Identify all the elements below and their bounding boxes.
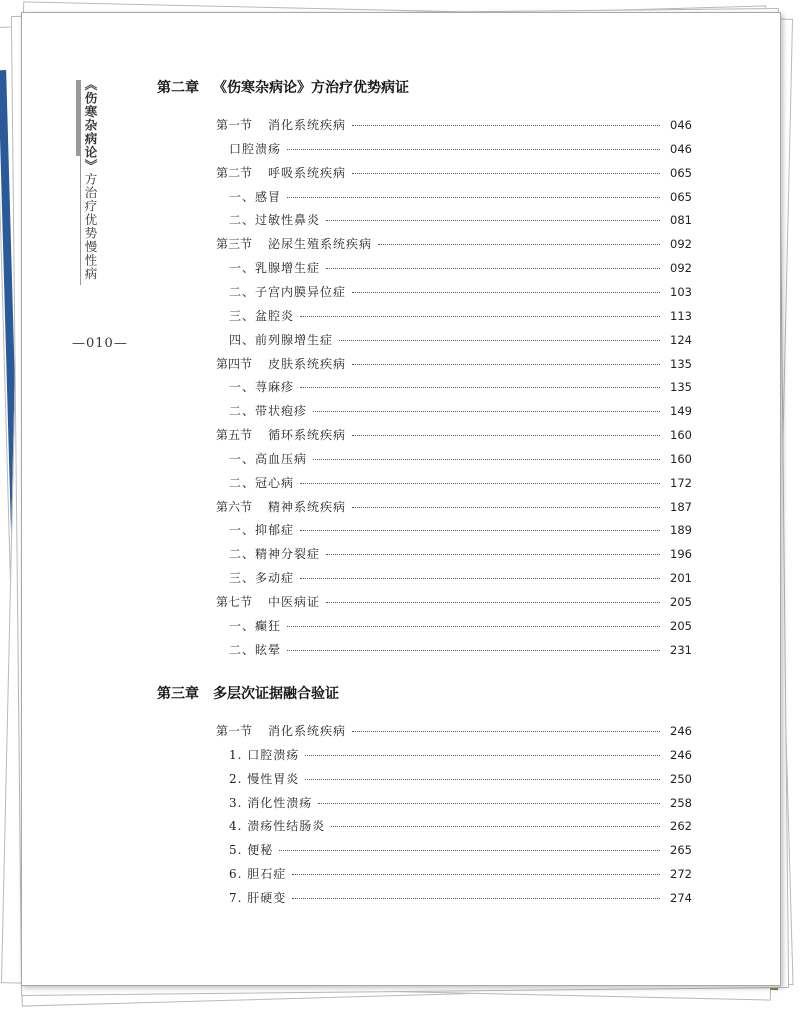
chapter-heading	[157, 77, 409, 97]
dot-leader	[352, 364, 660, 365]
dot-leader	[339, 340, 660, 341]
toc-entry-row[interactable]	[229, 211, 692, 229]
dot-leader	[378, 244, 660, 245]
dot-leader	[326, 602, 660, 603]
toc-section-row[interactable]	[216, 355, 692, 373]
running-title-rest: 方治疗优势慢性病	[83, 172, 98, 281]
dot-leader	[352, 507, 660, 508]
toc-entry-title: 2. 慢性胃炎	[229, 771, 300, 786]
toc-section-number: 第七节	[216, 595, 253, 609]
toc-entry-title: 二、精神分裂症	[229, 547, 321, 562]
page-number: —010—	[72, 336, 128, 351]
toc-entry-title: 一、感冒	[229, 189, 282, 204]
dot-leader	[331, 826, 660, 827]
toc-section-title: 中医病证	[268, 595, 321, 609]
toc-entry-row[interactable]	[229, 331, 692, 349]
dot-leader	[305, 755, 660, 756]
toc-entry-title: 一、癫狂	[229, 618, 282, 633]
toc-entry-row[interactable]	[229, 817, 692, 835]
toc-entry-title: 1. 口腔溃疡	[229, 747, 300, 762]
chapter-number: 第三章	[157, 686, 199, 702]
dot-leader	[352, 125, 660, 126]
toc-section-title: 泌尿生殖系统疾病	[268, 237, 373, 252]
dot-leader	[326, 220, 660, 221]
toc-section-row[interactable]	[216, 593, 692, 611]
dot-leader	[300, 530, 660, 531]
toc-section-row[interactable]	[216, 722, 692, 740]
toc-page-number: 160	[670, 428, 692, 443]
dot-leader	[313, 411, 660, 412]
toc-section-number: 第六节	[216, 499, 253, 514]
toc-page-number: 081	[670, 213, 692, 228]
toc-entry-title: 三、多动症	[229, 571, 295, 586]
toc-entry-title: 二、带状疱疹	[229, 404, 308, 419]
chapter-number: 第二章	[157, 80, 199, 96]
toc-page-number: 246	[670, 747, 692, 762]
toc-entry-title: 一、荨麻疹	[229, 380, 295, 395]
toc-section-row[interactable]	[216, 235, 692, 253]
chapter-heading	[157, 683, 339, 703]
toc-page-number: 205	[670, 595, 692, 609]
toc-entry-title: 口腔溃疡	[229, 141, 282, 156]
dot-leader	[300, 483, 660, 484]
running-title-bold: 《伤寒杂病论》	[83, 78, 98, 173]
dot-leader	[287, 149, 660, 150]
toc-page-number: 092	[670, 261, 692, 276]
toc-entry-title: 6. 胆石症	[229, 867, 287, 882]
toc-entry-title: 二、子宫内膜异位症	[229, 284, 347, 299]
dot-leader	[352, 435, 660, 436]
toc-page-number: 196	[670, 547, 692, 562]
toc-page-number: 205	[670, 618, 692, 633]
toc-entry-row[interactable]	[229, 474, 692, 492]
toc-entry-row[interactable]	[229, 617, 692, 635]
toc-page-number: 065	[670, 189, 692, 204]
chapter-title: 《伤寒杂病论》方治疗优势病证	[213, 80, 409, 96]
toc-page-number: 172	[670, 475, 692, 490]
toc-entry-title: 3. 消化性溃疡	[229, 795, 313, 810]
toc-entry-title: 一、抑郁症	[229, 523, 295, 538]
toc-entry-row[interactable]	[229, 283, 692, 301]
toc-page-number: 065	[670, 165, 692, 180]
toc-entry-row[interactable]	[229, 794, 692, 812]
toc-page-number: 135	[670, 380, 692, 395]
toc-section-row[interactable]	[216, 426, 692, 444]
toc-page-number: 262	[670, 819, 692, 834]
toc-section-title: 精神系统疾病	[268, 499, 347, 514]
dot-leader	[313, 459, 660, 460]
toc-entry-row[interactable]	[229, 545, 692, 563]
toc-entry-row[interactable]	[229, 450, 692, 468]
toc-entry-row[interactable]	[229, 889, 692, 907]
toc-entry-row[interactable]	[229, 521, 692, 539]
toc-entry-row[interactable]	[229, 865, 692, 883]
toc-entry-title: 4. 溃疡性结肠炎	[229, 819, 326, 834]
toc-section-number: 第一节	[216, 118, 253, 132]
running-title	[83, 78, 97, 281]
toc-section-title: 循环系统疾病	[268, 428, 347, 443]
toc-section-title: 呼吸系统疾病	[268, 165, 347, 180]
toc-entry-row[interactable]	[229, 402, 692, 420]
dot-leader	[300, 578, 660, 579]
dot-leader	[352, 731, 660, 732]
chapter-title: 多层次证据融合验证	[213, 686, 339, 702]
dot-leader	[305, 779, 660, 780]
dot-leader	[279, 850, 660, 851]
dot-leader	[318, 803, 660, 804]
toc-entry-row[interactable]	[229, 746, 692, 764]
toc-page-number: 124	[670, 332, 692, 347]
toc-section-number: 第二节	[216, 165, 253, 180]
toc-page-number: 246	[670, 724, 692, 738]
toc-entry-row[interactable]	[229, 641, 692, 659]
dot-leader	[326, 268, 660, 269]
dot-leader	[287, 650, 660, 651]
toc-page-number: 149	[670, 404, 692, 419]
toc-entry-title: 5. 便秘	[229, 843, 274, 858]
toc-entry-title: 一、乳腺增生症	[229, 261, 321, 276]
dot-leader	[300, 316, 660, 317]
toc-section-title: 消化系统疾病	[268, 118, 347, 132]
toc-section-number: 第五节	[216, 428, 253, 443]
toc-page-number: 046	[670, 141, 692, 156]
toc-page-number: 265	[670, 843, 692, 858]
toc-page-number: 201	[670, 571, 692, 586]
dot-leader	[292, 874, 660, 875]
toc-entry-title: 二、眩晕	[229, 642, 282, 657]
dot-leader	[287, 626, 660, 627]
toc-page-number: 092	[670, 237, 692, 252]
toc-entry-row[interactable]	[229, 188, 692, 206]
dot-leader	[326, 554, 660, 555]
dot-leader	[352, 292, 660, 293]
toc-page-number: 187	[670, 499, 692, 514]
toc-entry-row[interactable]	[229, 259, 692, 277]
toc-entry-title: 二、冠心病	[229, 475, 295, 490]
dot-leader	[287, 197, 660, 198]
toc-page-number: 189	[670, 523, 692, 538]
toc-entry-title: 二、过敏性鼻炎	[229, 213, 321, 228]
toc-entry-row[interactable]	[229, 378, 692, 396]
toc-entry-row[interactable]	[229, 140, 692, 158]
side-title-rule	[80, 80, 81, 285]
dot-leader	[292, 898, 660, 899]
toc-entry-row[interactable]	[229, 841, 692, 859]
toc-entry-row[interactable]	[229, 307, 692, 325]
toc-section-title: 消化系统疾病	[268, 724, 347, 738]
toc-entry-title: 四、前列腺增生症	[229, 332, 334, 347]
toc-page-number: 103	[670, 284, 692, 299]
toc-section-title: 皮肤系统疾病	[268, 356, 347, 371]
toc-entry-title: 7. 肝硬变	[229, 890, 287, 905]
toc-section-row[interactable]	[216, 116, 692, 134]
toc-entry-title: 三、盆腔炎	[229, 308, 295, 323]
toc-page-number: 272	[670, 867, 692, 882]
toc-section-row[interactable]	[216, 498, 692, 516]
toc-section-number: 第三节	[216, 237, 253, 252]
toc-page-number: 231	[670, 642, 692, 657]
toc-page-number: 046	[670, 118, 692, 132]
dot-leader	[300, 387, 660, 388]
toc-section-number: 第一节	[216, 724, 253, 738]
dot-leader	[352, 173, 660, 174]
toc-page-number: 113	[670, 308, 692, 323]
toc-page-number: 258	[670, 795, 692, 810]
toc-page-number: 250	[670, 771, 692, 786]
toc-page-number: 135	[670, 356, 692, 371]
toc-entry-title: 一、高血压病	[229, 451, 308, 466]
toc-entry-row[interactable]	[229, 569, 692, 587]
toc-section-number: 第四节	[216, 356, 253, 371]
toc-page-number: 160	[670, 451, 692, 466]
toc-entry-row[interactable]	[229, 770, 692, 788]
toc-page-number: 274	[670, 890, 692, 905]
toc-section-row[interactable]	[216, 164, 692, 182]
